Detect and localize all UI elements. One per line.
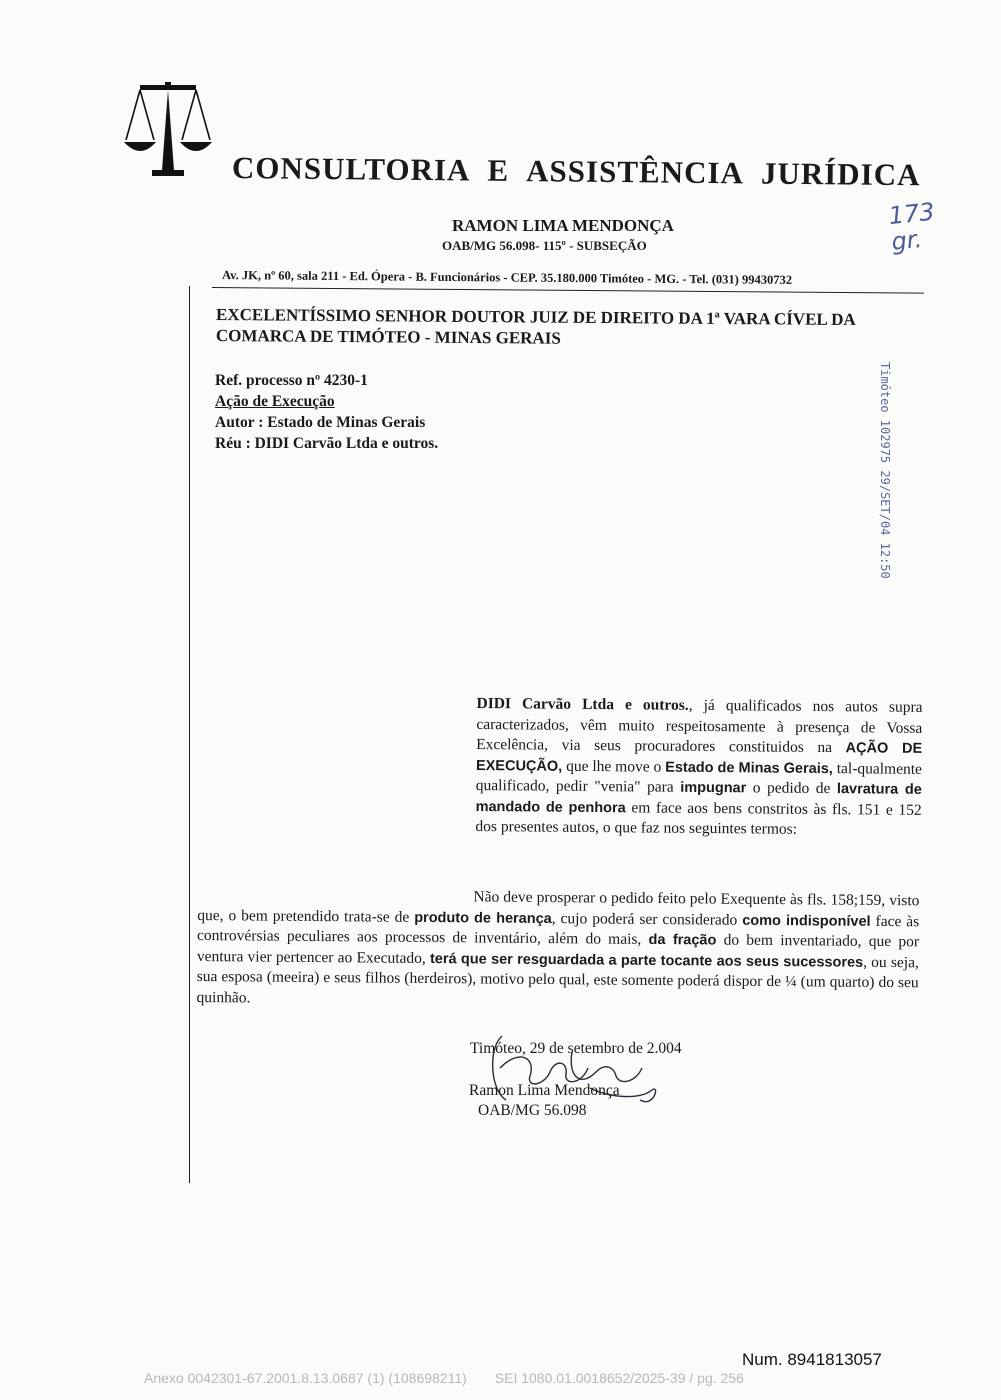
handwritten-initials: gr. — [890, 224, 924, 256]
handwritten-page-number: 173 — [887, 197, 936, 231]
defendant: Réu : DIDI Carvão Ltda e outros. — [215, 435, 439, 452]
body-text: em face aos bens constritos às fls. 151 e 152 dos presentes autos, o que faz nos seguintes termos: — [475, 798, 922, 838]
footer — [144, 1370, 744, 1386]
handwritten-page-note — [887, 197, 952, 255]
lawyer-name: RAMON LIMA MENDONÇA — [452, 216, 674, 235]
signer-oab: OAB/MG 56.098 — [478, 1102, 587, 1119]
bold-text: terá que ser resguardada a parte tocante aos seus sucessores — [429, 950, 864, 971]
addressee: EXCELENTÍSSIMO SENHOR DOUTOR JUIZ DE DIREITO DA 1ª VARA CÍVEL DA COMARCA DE TIMÓTEO - MINAS GERAIS — [215, 305, 855, 348]
office-address: Av. JK, nº 60, sala 211 - Ed. Ópera - B. Funcionários - CEP. 35.180.000 Timóteo - MG. - Tel. (031) 99430732 — [221, 268, 793, 287]
place-and-date: Timóteo, 29 de setembro de 2.004 — [470, 1040, 682, 1057]
plaintiff: Autor : Estado de Minas Gerais — [215, 414, 426, 431]
action-type: Ação de Execução — [215, 393, 335, 410]
bold-text: como indisponível — [742, 912, 871, 930]
bold-text: AÇÃO DE EXECUÇÃO, — [475, 740, 923, 775]
body-text: o pedido de — [746, 779, 838, 798]
intro-paragraph — [475, 694, 922, 841]
body-text: Não deve prosperar o pedido feito pelo Exequente às fls. 158;159, visto que, o bem pretendido trata-se de — [197, 888, 920, 926]
bold-text: produto de herança — [414, 909, 552, 927]
sei-ref: SEI 1080.01.0018652/2025-39 / pg. 256 — [494, 1370, 744, 1386]
body-text: do bem inventariado, que por ventura vier pertencer ao Executado, — [196, 931, 920, 967]
lawyer-oab: OAB/MG 56.098- 115º - SUBSEÇÃO — [442, 238, 647, 253]
scales-of-justice-icon — [122, 82, 214, 178]
protocol-stamp: Timóteo 102975 29/SET/04 12:50 — [878, 362, 892, 579]
firm-title: CONSULTORIA E ASSISTÊNCIA JURÍDICA — [231, 150, 921, 193]
process-ref: Ref. processo nº 4230-1 — [215, 372, 368, 389]
body-text: , cujo poderá ser considerado — [551, 909, 743, 929]
header-divider — [212, 287, 924, 294]
body-text: , já qualificados nos autos supra caracterizados, vêm muito respeitosamente à presença de Vossa Excelência, via seus procuradores constituidos na — [476, 696, 923, 757]
case-references — [215, 370, 438, 454]
margin-line — [189, 286, 190, 1183]
document-number: Num. 8941813057 — [742, 1350, 882, 1369]
body-text: , ou seja, sua esposa (meeira) e seus filhos (herdeiros), motivo pelo qual, este somente poderá dispor de ¼ (um quarto) do seu quinhão. — [196, 953, 919, 1006]
argument-paragraph — [196, 885, 919, 1014]
bold-text: da fração — [648, 931, 717, 949]
bold-text: Estado de Minas Gerais, — [665, 759, 833, 777]
bold-text: lavratura de mandado de penhora — [475, 781, 922, 816]
body-text: face às controvérsias peculiares aos processos de inventário, além do mais, — [197, 912, 920, 948]
body-text: que lhe move o — [562, 757, 666, 776]
annex-ref: Anexo 0042301-67.2001.8.13.0687 (1) (108698211) — [144, 1370, 467, 1386]
bold-text: DIDI Carvão Ltda e outros. — [476, 695, 689, 714]
signer-name: Ramon Lima Mendonça — [469, 1082, 620, 1099]
bold-text: impugnar — [680, 779, 747, 797]
body-text: tal-qualmente qualificado, pedir "venia" para — [475, 759, 923, 796]
